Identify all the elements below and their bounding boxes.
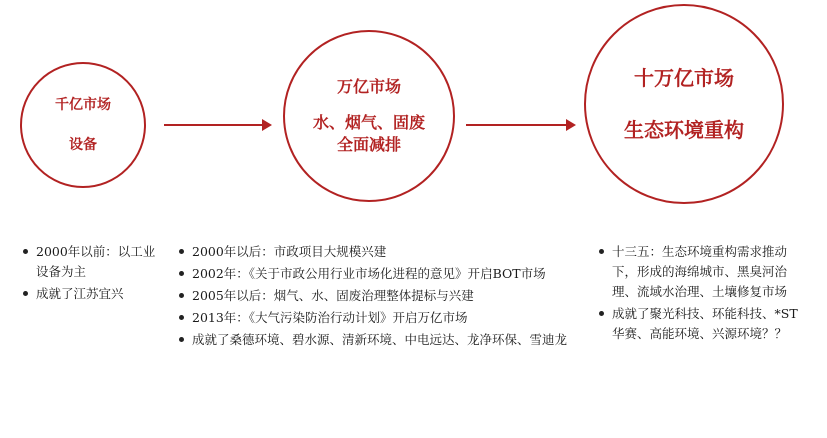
- bullet-text: 成就了桑德环境、碧水源、清新环境、中电远达、龙净环保、雪迪龙: [192, 332, 568, 347]
- stage-1-title: 千亿市场: [55, 97, 111, 113]
- bullet-text: 成就了聚光科技、环能科技、*ST华赛、高能环境、兴源环境？？: [612, 306, 798, 341]
- bullet-icon: [179, 315, 184, 320]
- bullet-icon: [179, 249, 184, 254]
- stage-circle-2: [283, 30, 455, 202]
- list-item: [20, 242, 160, 282]
- bullet-text: 成就了江苏宜兴: [36, 286, 124, 301]
- stage-3-bullet-list: [596, 242, 801, 346]
- bullet-icon: [23, 249, 28, 254]
- stage-3-title: 十万亿市场: [634, 66, 734, 90]
- bullet-text: 2000年以后：市政项目大规模兴建: [192, 244, 387, 259]
- arrow-right-icon: [466, 124, 574, 126]
- list-item: [596, 242, 801, 302]
- bullet-icon: [179, 337, 184, 342]
- bullet-text: 2002年：《关于市政公用行业市场化进程的意见》开启BOT市场: [192, 266, 546, 281]
- stage-2-title: 万亿市场: [336, 77, 401, 96]
- list-item: [176, 308, 576, 328]
- list-item: [176, 242, 576, 262]
- bullet-icon: [179, 293, 184, 298]
- bullet-text: 2000年以前：以工业设备为主: [36, 244, 156, 279]
- list-item: [176, 286, 576, 306]
- bullet-icon: [599, 311, 604, 316]
- stage-circle-1: [20, 62, 146, 188]
- list-item: [176, 264, 576, 284]
- list-item: [176, 330, 576, 350]
- bullet-text: 十三五：生态环境重构需求推动下，形成的海绵城市、黑臭河治理、流域水治理、土壤修复市场: [612, 244, 788, 299]
- stage-2-subtitle-line-2: 全面减排: [336, 135, 401, 154]
- bullet-text: 2013年：《大气污染防治行动计划》开启万亿市场: [192, 310, 468, 325]
- stage-2-subtitle-line-1: 水、烟气、固废: [312, 113, 425, 132]
- bullet-icon: [599, 249, 604, 254]
- stage-1-subtitle: 设备: [69, 137, 97, 153]
- stage-1-bullet-list: [20, 242, 160, 306]
- bullet-icon: [23, 291, 28, 296]
- stage-3-subtitle: 生态环境重构: [624, 118, 744, 142]
- stage-circle-3: [584, 4, 784, 204]
- list-item: [596, 304, 801, 344]
- stage-2-bullet-list: [176, 242, 576, 352]
- bullet-icon: [179, 271, 184, 276]
- bullet-text: 2005年以后：烟气、水、固废治理整体提标与兴建: [192, 288, 474, 303]
- arrow-right-icon: [164, 124, 270, 126]
- list-item: [20, 284, 160, 304]
